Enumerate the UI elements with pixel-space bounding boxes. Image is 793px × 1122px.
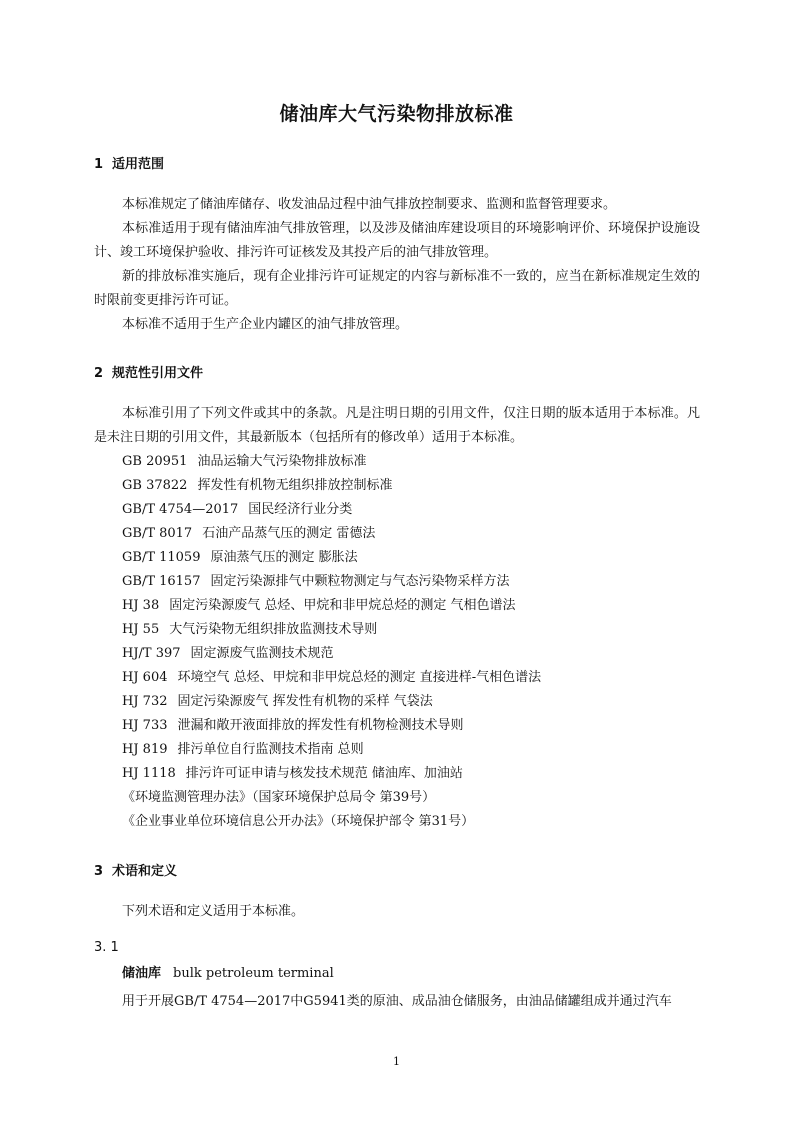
section-number: 2 [94, 366, 104, 381]
page-number: 1 [393, 1055, 400, 1068]
reference-item: HJ 733 泄漏和敞开液面排放的挥发性有机物检测技术导则 [122, 718, 464, 733]
section-2-heading [94, 362, 203, 381]
reference-item: HJ 819 排污单位自行监测技术指南 总则 [122, 742, 364, 757]
section-title: 术语和定义 [112, 864, 178, 879]
reference-item: HJ 55 大气污染物无组织排放监测技术导则 [122, 622, 378, 637]
paragraph: 本标准适用于现有储油库油气排放管理，以及涉及储油库建设项目的环境影响评价、环境保护设施设计、竣工环境保护验收、排污许可证核发及其投产后的油气排放管理。 [94, 221, 700, 260]
paragraph: 新的排放标准实施后，现有企业排污许可证规定的内容与新标准不一致的，应当在新标准规定生效的时限前变更排污许可证。 [94, 269, 700, 308]
section-number: 1 [94, 157, 104, 172]
reference-item: GB/T 8017 石油产品蒸气压的测定 雷德法 [122, 526, 376, 541]
section-title: 规范性引用文件 [112, 366, 204, 381]
paragraph: 本标准引用了下列文件或其中的条款。凡是注明日期的引用文件，仅注日期的版本适用于本标准。凡是未注日期的引用文件，其最新版本（包括所有的修改单）适用于本标准。 [94, 406, 700, 445]
section-1-heading [94, 153, 164, 172]
reference-item: GB/T 4754—2017 国民经济行业分类 [122, 502, 353, 517]
reference-item: GB 37822 挥发性有机物无组织排放控制标准 [122, 478, 393, 493]
term-definition: 用于开展GB/T 4754—2017中G5941类的原油、成品油仓储服务，由油品储罐组成并通过汽车 [122, 994, 672, 1009]
subsection-number: 3. 1 [94, 940, 119, 955]
reference-item: HJ 732 固定污染源废气 挥发性有机物的采样 气袋法 [122, 694, 433, 709]
paragraph: 本标准不适用于生产企业内罐区的油气排放管理。 [122, 317, 409, 332]
reference-item: GB/T 11059 原油蒸气压的测定 膨胀法 [122, 550, 358, 565]
section-3-heading [94, 860, 177, 879]
document-title: 储油库大气污染物排放标准 [279, 103, 514, 125]
reference-item: HJ/T 397 固定源废气监测技术规范 [122, 646, 334, 661]
reference-item: GB 20951 油品运输大气污染物排放标准 [122, 454, 367, 469]
reference-item: HJ 38 固定污染源废气 总烃、甲烷和非甲烷总烃的测定 气相色谱法 [122, 598, 516, 613]
section-number: 3 [94, 864, 104, 879]
section-title: 适用范围 [112, 157, 165, 172]
reference-item: HJ 1118 排污许可证申请与核发技术规范 储油库、加油站 [122, 766, 463, 781]
term-chinese: 储油库 [122, 966, 162, 981]
term-english: bulk petroleum terminal [173, 966, 334, 981]
reference-item: GB/T 16157 固定污染源排气中颗粒物测定与气态污染物采样方法 [122, 574, 510, 589]
paragraph: 本标准规定了储油库储存、收发油品过程中油气排放控制要求、监测和监督管理要求。 [122, 197, 617, 212]
reference-item: 《企业事业单位环境信息公开办法》（环境保护部令 第31号） [122, 814, 475, 829]
term-entry [122, 962, 334, 981]
reference-item: 《环境监测管理办法》（国家环境保护总局令 第39号） [122, 790, 436, 805]
reference-item: HJ 604 环境空气 总烃、甲烷和非甲烷总烃的测定 直接进样-气相色谱法 [122, 670, 542, 685]
paragraph: 下列术语和定义适用于本标准。 [122, 904, 305, 919]
